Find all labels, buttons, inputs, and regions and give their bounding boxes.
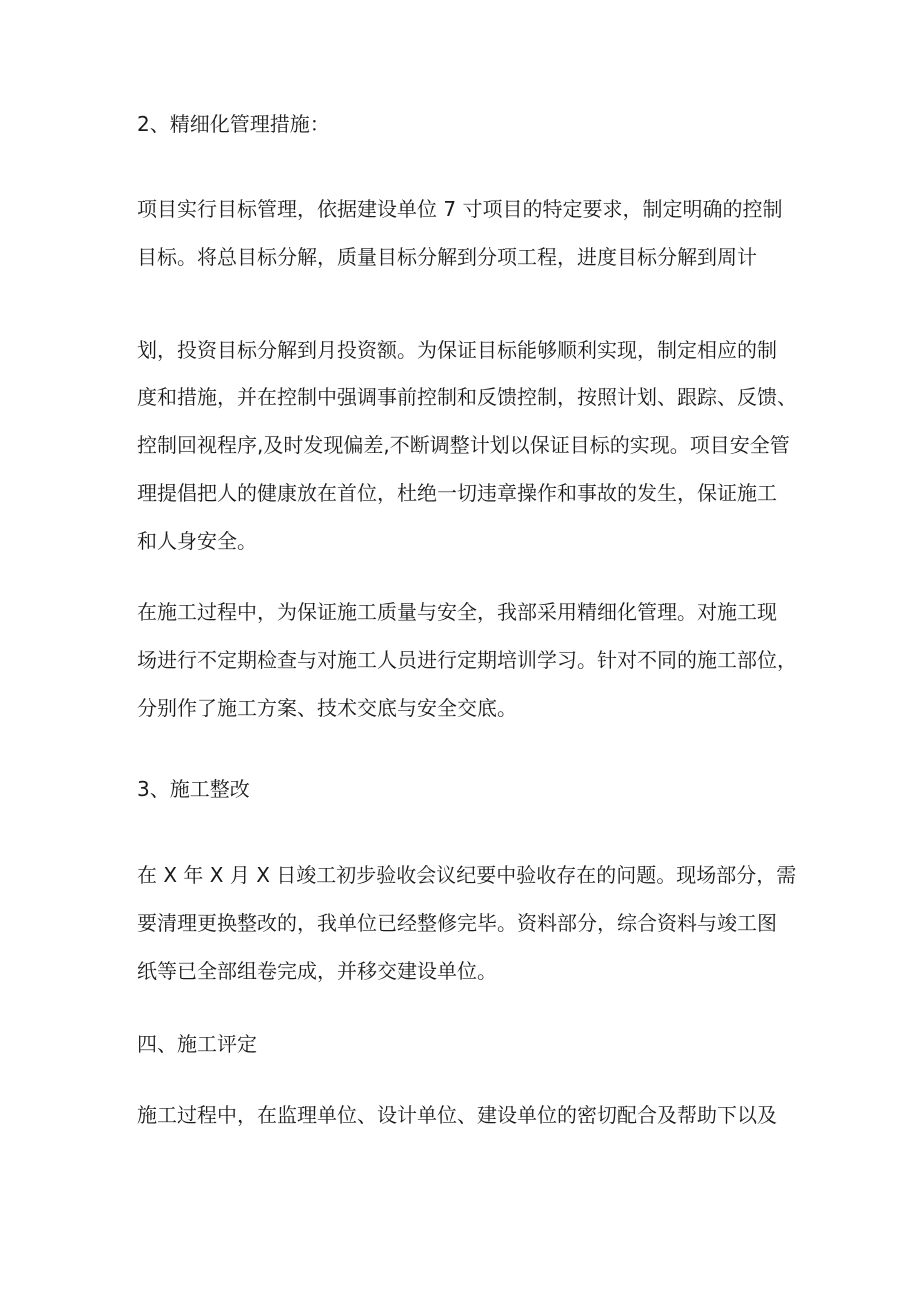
paragraph-1-line-2: 目标。将总目标分解，质量目标分解到分项工程，进度目标分解到周计 bbox=[137, 245, 757, 269]
paragraph-1-line-1: 项目实行目标管理，依据建设单位 7 寸项目的特定要求，制定明确的控制 bbox=[137, 197, 783, 221]
paragraph-2-line-3: 控制回视程序,及时发现偏差,不断调整计划以保证目标的实现。项目安全管 bbox=[137, 433, 790, 457]
section-heading-4: 四、施工评定 bbox=[137, 1032, 257, 1056]
paragraph-2-line-4: 理提倡把人的健康放在首位，杜绝一切违章操作和事故的发生，保证施工 bbox=[137, 481, 777, 505]
paragraph-4-line-2: 要清理更换整改的，我单位已经整修完毕。资料部分，综合资料与竣工图 bbox=[137, 911, 777, 935]
paragraph-3-line-1: 在施工过程中，为保证施工质量与安全，我部采用精细化管理。对施工现 bbox=[137, 600, 777, 624]
paragraph-3-line-2: 场进行不定期检查与对施工人员进行定期培训学习。针对不同的施工部位， bbox=[137, 648, 797, 672]
paragraph-2-line-2: 度和措施，并在控制中强调事前控制和反馈控制，按照计划、跟踪、反馈、 bbox=[137, 385, 797, 409]
paragraph-2-line-1: 划，投资目标分解到月投资额。为保证目标能够顺利实现，制定相应的制 bbox=[137, 338, 777, 362]
paragraph-3-line-3: 分别作了施工方案、技术交底与安全交底。 bbox=[137, 696, 517, 720]
paragraph-2-line-5: 和人身安全。 bbox=[137, 529, 257, 553]
section-heading-2: 2、精细化管理措施： bbox=[137, 112, 330, 136]
section-heading-3: 3、施工整改 bbox=[137, 777, 250, 801]
paragraph-5-line-1: 施工过程中，在监理单位、设计单位、建设单位的密切配合及帮助下以及 bbox=[137, 1103, 777, 1127]
paragraph-4-line-1: 在 X 年 X 月 X 日竣工初步验收会议纪要中验收存在的问题。现场部分，需 bbox=[137, 863, 797, 887]
paragraph-4-line-3: 纸等已全部组卷完成，并移交建设单位。 bbox=[137, 959, 497, 983]
